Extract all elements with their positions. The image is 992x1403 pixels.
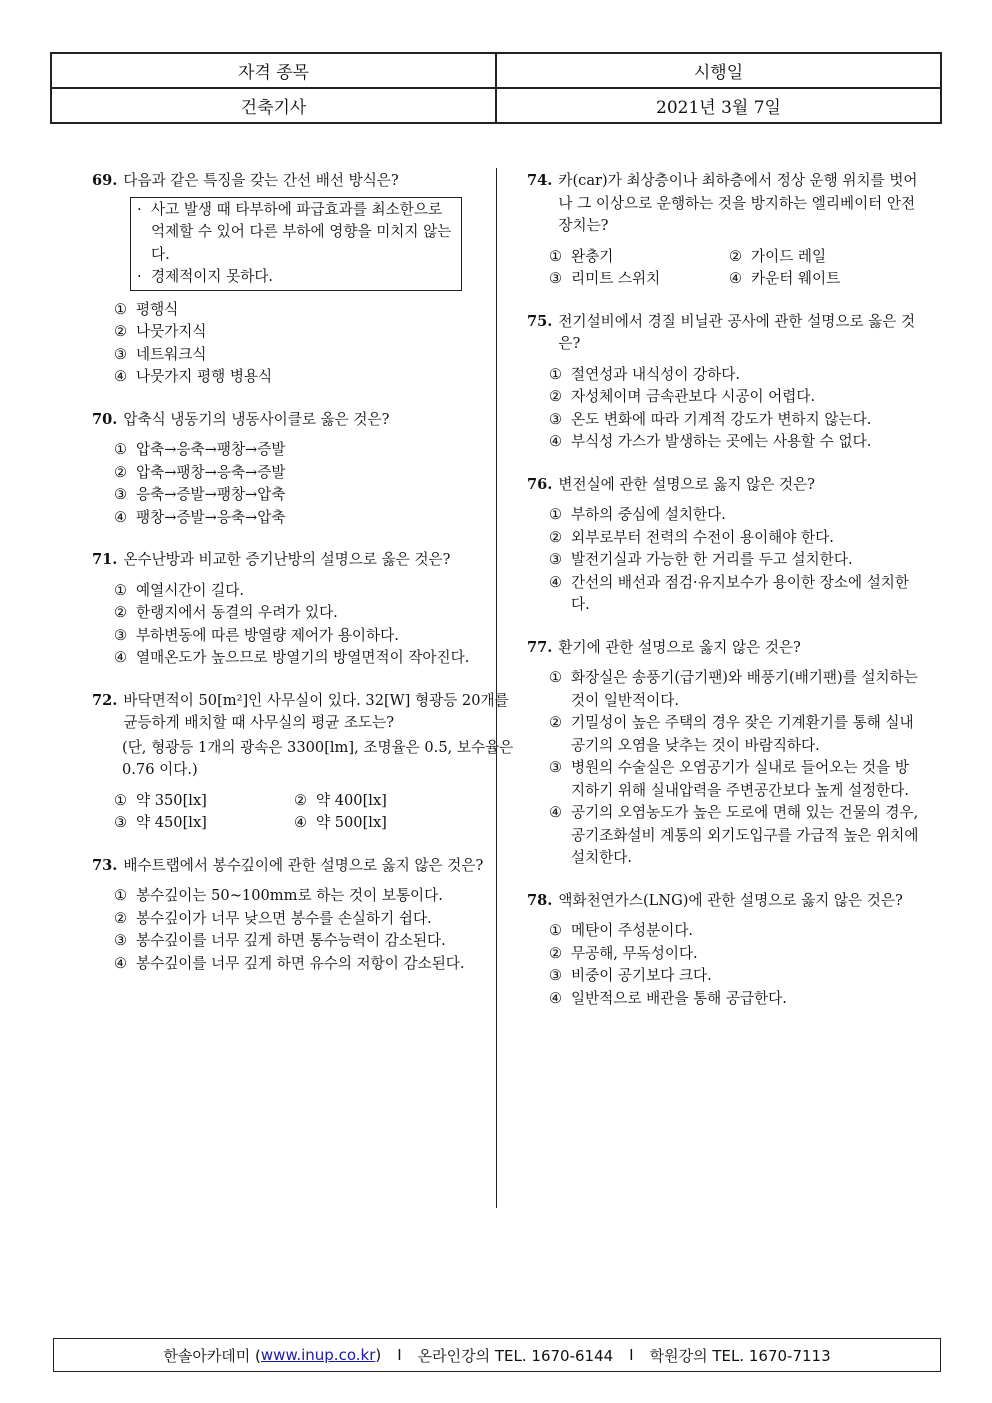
option-4: ④ 공기의 오염농도가 높은 도로에 면해 있는 건물의 경우, 공기조화설비 계통의 외기도입구를 가급적 높은 위치에 설치한다. <box>549 804 919 866</box>
option-3: ③ 봉수깊이를 너무 깊게 하면 통수능력이 감소된다. <box>114 932 446 949</box>
option-list <box>527 246 919 291</box>
question-73 <box>92 855 522 976</box>
option-3: ③ 네트워크식 <box>114 345 207 363</box>
option-1: ① 약 350[lx] <box>114 791 207 809</box>
option-list <box>92 790 522 835</box>
box-bullet: · <box>137 200 142 218</box>
option-1: ① 완충기 <box>549 247 614 265</box>
box-text: 경제적이지 못하다. <box>151 268 274 285</box>
question-text: 전기설비에서 경질 비닐관 공사에 관한 설명으로 옳은 것은? <box>558 312 916 352</box>
option-1: ① 압축→응축→팽창→증발 <box>114 441 286 458</box>
question-69 <box>92 170 522 389</box>
question-text: 온수난방과 비교한 증기난방의 설명으로 옳은 것은? <box>123 551 451 568</box>
box-bullet: · <box>137 268 142 285</box>
option-3: ③ 부하변동에 따른 방열량 제어가 용이하다. <box>114 626 399 644</box>
option-list <box>92 439 522 529</box>
option-1: ① 봉수깊이는 50~100mm로 하는 것이 보통이다. <box>114 887 443 904</box>
option-1: ① 화장실은 송풍기(급기팬)와 배풍기(배기팬)를 설치하는 것이 일반적이다. <box>549 669 918 709</box>
footer-offline-phone: 학원강의 TEL. 1670-7113 <box>649 1346 831 1365</box>
question-71 <box>92 549 522 670</box>
exam-header-table <box>50 52 942 124</box>
right-column <box>527 170 919 1030</box>
question-text: 변전실에 관한 설명으로 옳지 않은 것은? <box>558 475 815 493</box>
question-78 <box>527 890 919 1011</box>
footer-separator: I <box>629 1346 634 1364</box>
option-list <box>92 580 522 670</box>
option-list <box>527 920 919 1010</box>
option-4: ④ 일반적으로 배관을 통해 공급한다. <box>549 989 787 1007</box>
question-text: 배수트랩에서 봉수깊이에 관한 설명으로 옳지 않은 것은? <box>123 856 484 874</box>
option-1: ① 메탄이 주성분이다. <box>549 922 694 939</box>
option-3: ③ 병원의 수술실은 오염공기가 실내로 들어오는 것을 방지하기 위해 실내압력을 주변공간보다 높게 설정한다. <box>549 759 909 799</box>
option-4: ④ 카운터 웨이트 <box>729 270 841 287</box>
option-1: ① 절연성과 내식성이 강하다. <box>549 365 740 383</box>
option-4: ④ 부식성 가스가 발생하는 곳에는 사용할 수 없다. <box>549 433 872 450</box>
page-footer <box>53 1338 941 1372</box>
footer-academy: 한솔아카데미 ( <box>163 1346 261 1365</box>
option-2: ② 한랭지에서 동결의 우려가 있다. <box>114 604 338 621</box>
question-75 <box>527 311 919 454</box>
option-1: ① 부하의 중심에 설치한다. <box>549 506 726 523</box>
footer-separator: I <box>397 1346 402 1364</box>
question-number: 72. <box>92 691 118 709</box>
option-4: ④ 봉수깊이를 너무 깊게 하면 유수의 저항이 감소된다. <box>114 954 465 972</box>
option-list <box>527 504 919 617</box>
header-date-label: 시행일 <box>496 53 941 88</box>
question-text: 액화천연가스(LNG)에 관한 설명으로 옳지 않은 것은? <box>558 891 903 909</box>
header-subject-value: 건축기사 <box>51 88 496 123</box>
option-2: ② 약 400[lx] <box>294 791 387 809</box>
question-note: (단, 형광등 1개의 광속은 3300[lm], 조명율은 0.5, 보수율은 0.76 이다.) <box>122 738 514 778</box>
option-2: ② 자성체이며 금속관보다 시공이 어렵다. <box>549 388 816 405</box>
left-column <box>92 170 522 995</box>
option-2: ② 외부로부터 전력의 수전이 용이해야 한다. <box>549 528 834 546</box>
option-4: ④ 약 500[lx] <box>294 814 387 831</box>
option-3: ③ 리미트 스위치 <box>549 270 661 287</box>
question-number: 71. <box>92 551 118 568</box>
feature-box <box>130 197 462 291</box>
option-3: ③ 발전기실과 가능한 한 거리를 두고 설치한다. <box>549 551 853 568</box>
option-2: ② 무공해, 무독성이다. <box>549 944 698 962</box>
header-date-value: 2021년 3월 7일 <box>496 88 941 123</box>
option-list <box>527 667 919 870</box>
header-subject-label: 자격 종목 <box>51 53 496 88</box>
option-2: ② 봉수깊이가 너무 낮으면 봉수를 손실하기 쉽다. <box>114 909 432 927</box>
option-list <box>527 364 919 454</box>
option-2: ② 기밀성이 높은 주택의 경우 잦은 기계환기를 통해 실내공기의 오염을 낮추는 것이 바람직하다. <box>549 714 914 754</box>
footer-academy-close: ) <box>375 1346 382 1364</box>
box-text: 사고 발생 때 타부하에 파급효과를 최소한으로 억제할 수 있어 다른 부하에 영향을 미치지 않는다. <box>151 200 452 263</box>
option-4: ④ 나뭇가지 평행 병용식 <box>114 368 273 385</box>
question-number: 73. <box>92 856 118 874</box>
question-number: 75. <box>527 312 553 330</box>
footer-online-phone: 온라인강의 TEL. 1670-6144 <box>417 1346 614 1365</box>
option-2: ② 가이드 레일 <box>729 247 827 265</box>
question-number: 76. <box>527 475 553 493</box>
option-3: ③ 비중이 공기보다 크다. <box>549 967 712 984</box>
option-list <box>92 299 522 389</box>
question-text: 카(car)가 최상층이나 최하층에서 정상 운행 위치를 벗어나 그 이상으로 운행하는 것을 방지하는 엘리베이터 안전장치는? <box>558 172 918 234</box>
option-1: ① 예열시간이 길다. <box>114 581 244 599</box>
option-1: ① 평행식 <box>114 300 179 318</box>
question-text: 다음과 같은 특징을 갖는 간선 배선 방식은? <box>123 172 399 189</box>
option-3: ③ 응축→증발→팽창→압축 <box>114 486 286 503</box>
option-list <box>92 885 522 975</box>
option-2: ② 나뭇가지식 <box>114 323 207 340</box>
option-3: ③ 온도 변화에 따라 기계적 강도가 변하지 않는다. <box>549 410 872 428</box>
footer-website-link[interactable]: www.inup.co.kr <box>260 1346 376 1364</box>
question-76 <box>527 474 919 617</box>
option-4: ④ 열매온도가 높으므로 방열기의 방열면적이 작아진다. <box>114 649 470 666</box>
question-number: 74. <box>527 172 553 189</box>
question-text: 바닥면적이 50[m²]인 사무실이 있다. 32[W] 형광등 20개를 균등하게 배치할 때 사무실의 평균 조도는? <box>123 691 509 731</box>
option-4: ④ 팽창→증발→응축→압축 <box>114 508 286 526</box>
option-2: ② 압축→팽창→응축→증발 <box>114 463 286 481</box>
question-70 <box>92 409 522 530</box>
option-4: ④ 간선의 배선과 점검·유지보수가 용이한 장소에 설치한다. <box>549 573 909 613</box>
question-77 <box>527 637 919 870</box>
question-number: 78. <box>527 891 553 909</box>
question-72 <box>92 690 522 835</box>
question-text: 환기에 관한 설명으로 옳지 않은 것은? <box>558 638 801 656</box>
question-74 <box>527 170 919 291</box>
question-number: 70. <box>92 410 118 428</box>
question-number: 69. <box>92 172 118 189</box>
option-3: ③ 약 450[lx] <box>114 814 207 831</box>
question-number: 77. <box>527 638 553 656</box>
question-text: 압축식 냉동기의 냉동사이클로 옳은 것은? <box>123 410 390 428</box>
